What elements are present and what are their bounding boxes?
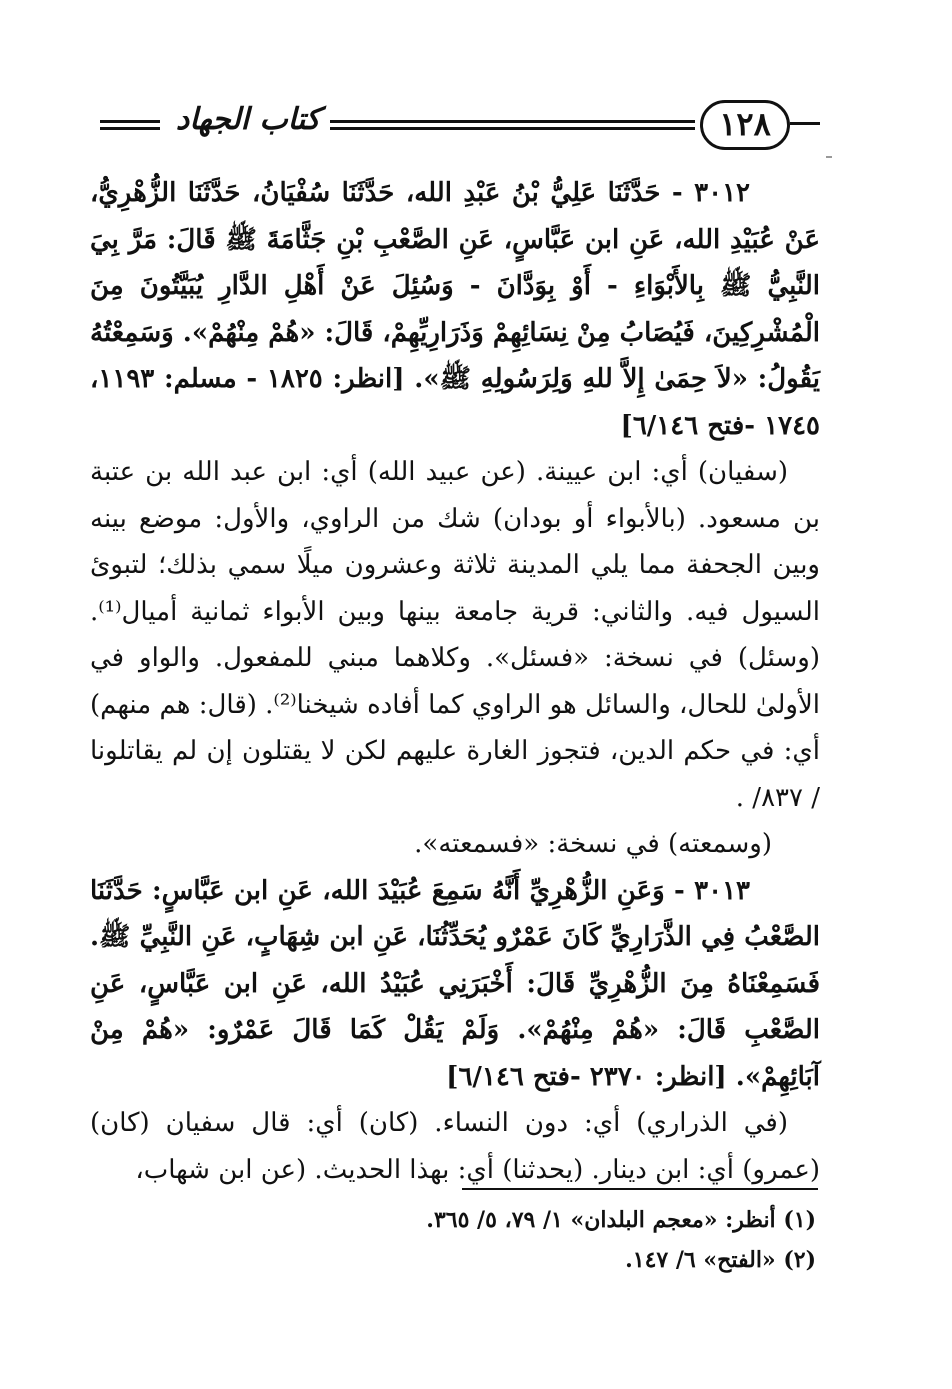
commentary-paragraph: (سفيان) أي: ابن عيينة. (عن عبيد الله) أي: ابن عبد الله بن عتبة بن مسعود. (بالأبواء أو بودان) شك من الراوي، والأول: موضع بينه وبين الجحفة مما يلي المدينة ثلاثة وعشرون ميلًا سمي بذلك؛ لتبوئ السيول فيه. والثاني: قرية جامعة بينها وبين الأبواء ثمانية أميال⁽¹⁾. (وسئل) في نسخة: «فسئل». وكلاهما مبني للمفعول. والواو في الأولىٰ للحال، والسائل هو الراوي كما أفاده شيخنا⁽²⁾. (قال: هم منهم) أي: في حكم الدين، فتجوز الغارة عليهم لكن لا يقتلون إن لم يقاتلونا / ٨٣٧/ . (90, 457, 820, 813)
decorative-mark (826, 156, 832, 158)
commentary-paragraph: (في الذراري) أي: دون النساء. (كان) أي: قال سفيان (كان) (عمرو) أي: ابن دينار. (يحدثنا) أي: بهذا الحديث. (عن ابن شهاب، (90, 1108, 820, 1185)
header-rule-right (790, 122, 820, 134)
commentary-note: (وسمعته) في نسخة: «فسمعته». (414, 829, 772, 859)
page-header (100, 100, 820, 160)
page-number: ١٢٨ (700, 100, 790, 150)
header-rule-left (100, 120, 160, 132)
footnotes (360, 1200, 816, 1280)
header-rule-middle (330, 120, 695, 132)
footnote-2: (٢) «الفتح» ٦/ ١٤٧. (625, 1247, 816, 1273)
page-body (90, 170, 820, 1193)
footnote-divider (462, 1188, 818, 1190)
hadith-3013: ٣٠١٣ - وَعَنِ الزُّهْرِيِّ أَنَّهُ سَمِعَ عُبَيْدَ الله، عَنِ ابن عَبَّاسٍ: حَدَّثَنَا الصَّعْبُ فِي الذَّرَارِيِّ كَانَ عَمْرٌو يُحَدِّثُنَا، عَنِ ابن شِهَابٍ، عَنِ النَّبِيِّ ﷺ. فَسَمِعْنَاهُ مِنَ الزُّهْرِيِّ قَالَ: أَخْبَرَنِي عُبَيْدُ الله، عَنِ ابن عَبَّاسٍ، عَنِ الصَّعْبِ قَالَ: «هُمْ مِنْهُمْ». وَلَمْ يَقُلْ كَمَا قَالَ عَمْرٌو: «هُمْ مِنْ آبَائِهِمْ». [انظر: ٢٣٧٠ -فتح ٦/١٤٦] (90, 875, 820, 1092)
book-title: كتاب الجهاد (175, 102, 321, 137)
footnote-1: (١) أنظر: «معجم البلدان» ١/ ٧٩، ٥/ ٣٦٥. (426, 1207, 816, 1233)
hadith-3012: ٣٠١٢ - حَدَّثَنَا عَلِيُّ بْنُ عَبْدِ الله، حَدَّثَنَا سُفْيَانُ، حَدَّثَنَا الزُّهْرِيُّ، عَنْ عُبَيْدِ الله، عَنِ ابن عَبَّاسٍ، عَنِ الصَّعْبِ بْنِ جَثَّامَةَ ﷺ قَالَ: مَرَّ بِيَ النَّبِيُّ ﷺ بِالأَبْوَاءِ - أَوْ بِوَدَّانَ - وَسُئِلَ عَنْ أَهْلِ الدَّارِ يُبَيَّتُونَ مِنَ الْمُشْرِكِينَ، فَيُصَابُ مِنْ نِسَائِهِمْ وَذَرَارِيِّهِمْ، قَالَ: «هُمْ مِنْهُمْ». وَسَمِعْتُهُ يَقُولُ: «لاَ حِمَىٰ إِلاَّ للهِ وَلِرَسُولِهِ ﷺ». [انظر: ١٨٢٥ - مسلم: ١١٩٣، ١٧٤٥ -فتح ٦/١٤٦] (90, 178, 820, 441)
